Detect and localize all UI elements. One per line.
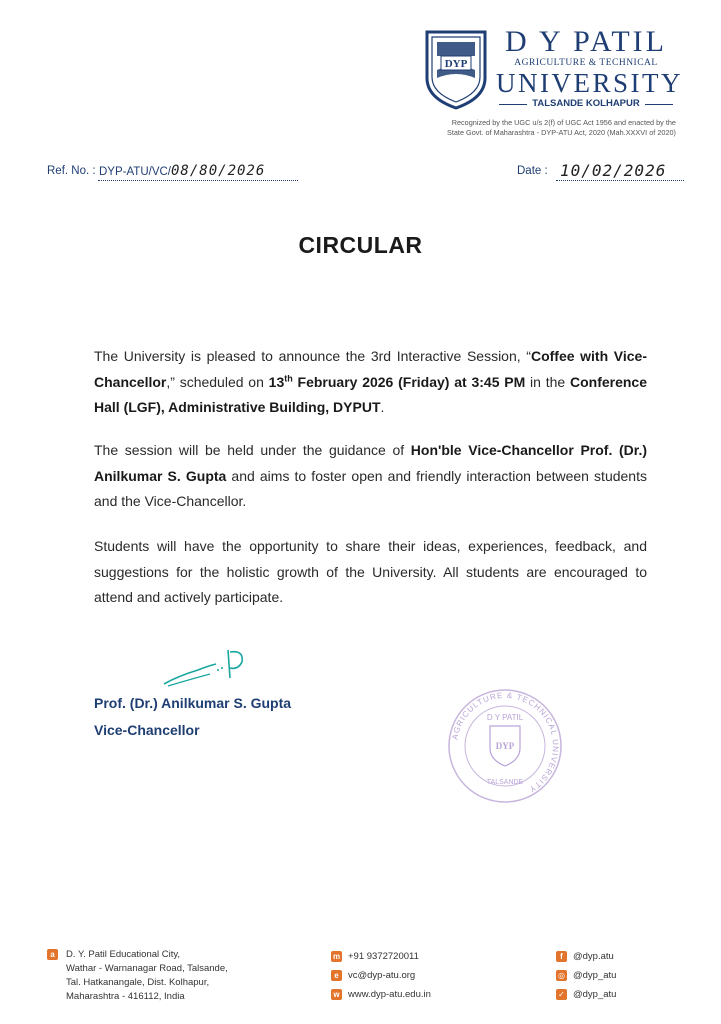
- seal-center-text: DYP: [495, 741, 515, 751]
- guide-name: Hon'ble Vice-Chancellor Prof. (Dr.) Anilkumar S. Gupta: [94, 442, 647, 484]
- facebook-icon: f: [556, 951, 567, 962]
- ref-number: [99, 163, 265, 179]
- university-name-line1: D Y PATIL: [504, 25, 667, 58]
- footer-contacts: [331, 947, 431, 1004]
- social-twitter: [556, 985, 616, 1004]
- text-run: The session will be held under the guidance of: [94, 442, 411, 458]
- ref-underline: [98, 180, 298, 181]
- text-run: and aims to foster open and friendly interaction between students and the Vice-Chancellor.: [94, 467, 647, 509]
- event-datetime: [269, 374, 526, 390]
- recognition-line2: State Govt. of Maharashtra - DYP-ATU Act, 2020 (Mah.XXXVI of 2020): [446, 128, 676, 137]
- email-address[interactable]: vc@dyp-atu.org: [348, 969, 416, 981]
- recognition-line1: Recognized by the UGC u/s 2(f) of UGC Act 1956 and enacted by the: [451, 118, 676, 127]
- ref-prefix: DYP-ATU/VC/: [99, 166, 171, 178]
- instagram-handle[interactable]: @dyp_atu: [573, 969, 617, 981]
- footer-social: [556, 947, 616, 1004]
- paragraph-announcement: [94, 344, 647, 421]
- address-line: Maharashtra - 416112, India: [66, 991, 185, 1002]
- university-location: [496, 97, 676, 111]
- phone-number[interactable]: +91 9372720011: [348, 950, 419, 962]
- university-seal: [440, 686, 570, 806]
- ordinal-suffix: th: [284, 372, 293, 383]
- ref-handwritten: 08/80/2026: [171, 163, 266, 179]
- university-name-block: [496, 25, 683, 111]
- event-venue: Conference Hall (LGF), Administrative Building, DYPUT: [94, 373, 648, 415]
- paragraph-guidance: [94, 438, 647, 515]
- website-link[interactable]: www.dyp-atu.edu.in: [348, 988, 431, 1000]
- address-icon-wrap: [47, 948, 58, 962]
- email-icon: e: [331, 970, 342, 981]
- recognition-note: [414, 118, 676, 138]
- document-title: CIRCULAR: [298, 232, 423, 258]
- paragraph-participation: Students will have the opportunity to share their ideas, experiences, feedback, and suggestions for the holistic growth of the University. All students are encouraged to attend and actively participate.: [94, 538, 647, 605]
- seal-ring-text: AGRICULTURE & TECHNICAL UNIVERSITY: [450, 690, 561, 795]
- contact-email: [331, 966, 431, 985]
- ref-label: Ref. No. :: [47, 165, 96, 177]
- facebook-handle[interactable]: @dyp.atu: [573, 950, 614, 962]
- logo-text: DYP: [444, 58, 468, 70]
- address-line: Tal. Hatkanangale, Dist. Kolhapur,: [66, 977, 210, 988]
- text-run: The University is pleased to announce the 3rd Interactive Session, “: [94, 348, 531, 364]
- university-name-line2: AGRICULTURE & TECHNICAL: [514, 58, 658, 68]
- event-date-rest: February 2026 (Friday) at 3:45 PM: [292, 373, 526, 390]
- text-run: .: [380, 399, 385, 415]
- university-name-line3: UNIVERSITY: [496, 68, 683, 98]
- location-icon: a: [47, 949, 58, 960]
- twitter-handle[interactable]: @dyp_atu: [573, 988, 617, 1000]
- signature: [158, 640, 250, 690]
- signatory-designation: Vice-Chancellor: [94, 722, 200, 738]
- social-facebook: [556, 947, 616, 966]
- divider: [645, 104, 673, 105]
- address-line: Wathar - Warnanagar Road, Talsande,: [66, 963, 228, 974]
- social-instagram: [556, 966, 616, 985]
- location-text: TALSANDE KOLHAPUR: [532, 98, 640, 109]
- date-value: 10/02/2026: [560, 161, 667, 180]
- instagram-icon: ◎: [556, 970, 567, 981]
- date-label: Date :: [517, 165, 548, 177]
- contact-phone: [331, 947, 431, 966]
- phone-icon: m: [332, 952, 341, 961]
- twitter-icon: ✓: [556, 989, 567, 1000]
- seal-top-text: D Y PATIL: [486, 713, 524, 722]
- contact-website: [331, 985, 431, 1004]
- divider: [499, 104, 527, 105]
- footer-address: [66, 948, 228, 1004]
- seal-bottom-text: TALSANDE: [486, 779, 524, 786]
- text-run: ,” scheduled on: [166, 373, 269, 390]
- date-underline: [556, 180, 684, 181]
- address-line: D. Y. Patil Educational City,: [66, 949, 181, 960]
- text-run: in the: [525, 373, 570, 390]
- event-name: Coffee with Vice-Chancellor: [94, 348, 647, 390]
- university-logo: [423, 26, 489, 110]
- event-day: 13: [268, 373, 285, 390]
- signatory-name: Prof. (Dr.) Anilkumar S. Gupta: [94, 695, 292, 711]
- website-icon: w: [331, 989, 342, 1000]
